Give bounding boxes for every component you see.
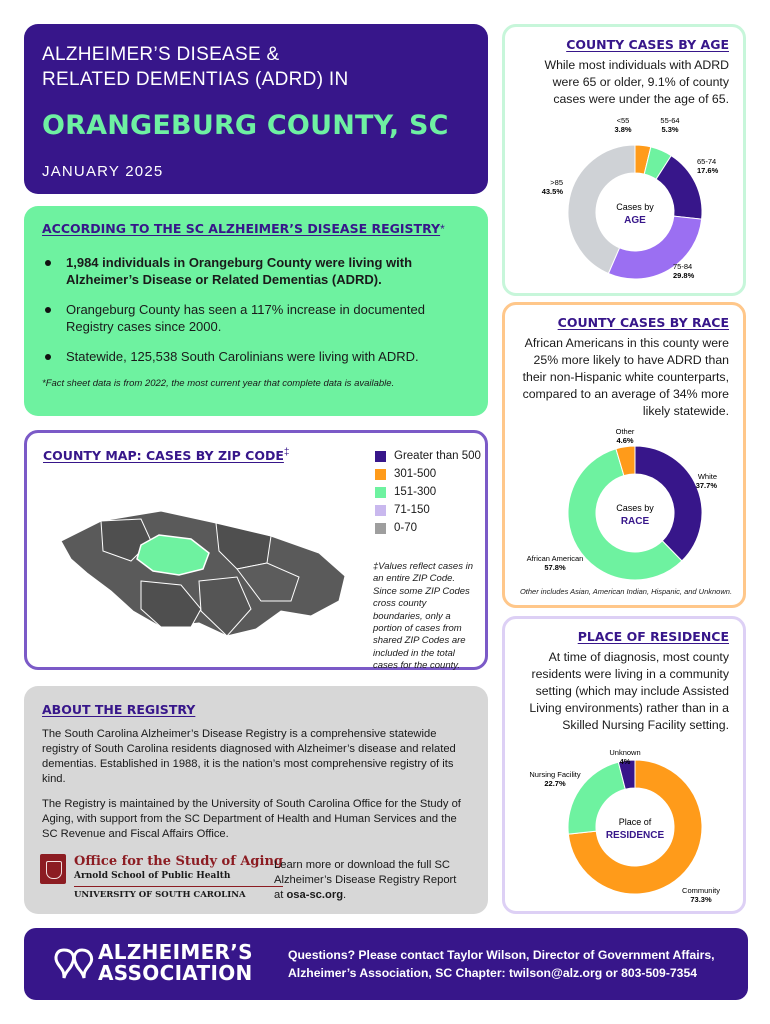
race-description: African Americans in this county were 25% more likely to have ADRD than their non-Hispanic white counterparts, compared to an average of 34% more likely statewide. [522,336,729,418]
about-registry-card [24,686,488,914]
alzheimers-association-logo-text [98,942,253,984]
map-footnote: ‡Values reflect cases in an entire ZIP Code. Since some ZIP Codes cross county boundaries, only a portion of cases from shared ZIP Codes are included in the total cases for the county. [373,561,473,672]
fact-item: 1,984 individuals in Orangeburg County were living with Alzheimer’s Disease or Related Dementias (ADRD). [42,254,470,288]
residence-title: PLACE OF RESIDENCE [577,629,729,644]
osa-logo-school: Arnold School of Public Health [74,871,231,881]
footer-banner [24,928,748,1000]
learn-more-copy: Learn more or download the full SC Alzheimer’s Disease Registry Report at [274,859,457,901]
map-title-mark: ‡ [283,447,290,458]
legend-swatch [375,469,386,480]
registry-facts-card [24,206,488,416]
legend-swatch [375,451,386,462]
county-map-card [24,430,488,670]
about-paragraph: The South Carolina Alzheimer’s Disease Registry is a comprehensive statewide registry of South Carolina residents diagnosed with Alzheimer’s disease and related dementias. Established in 1988, it is the nation’s most comprehensive registry of its kind. [42,728,456,785]
slice-category-label: Other [615,427,635,436]
legend-label: Greater than 500 [394,450,481,462]
slice-category-label: African American [526,554,584,563]
race-note: Other includes Asian, American Indian, Hispanic, and Unknown. [519,587,733,596]
learn-more-end: . [343,889,347,901]
legend-label: 301-500 [394,468,437,480]
donut-center-label: Cases by [616,202,654,212]
registry-title-mark: * [440,222,445,236]
slice-category-label: White [697,472,717,481]
fact-item: Orangeburg County has seen a 117% increase in documented Registry cases since 2000. [42,301,470,335]
donut-center-label: Cases by [616,503,654,513]
title-line-2: RELATED DEMENTIAS (ADRD) IN [42,69,349,90]
slice-category-label: 55-64 [660,116,680,125]
legend-item [375,503,481,517]
slice-category-label: >85 [550,178,563,187]
slice-value-label: 5.3% [661,125,679,134]
slice-category-label: 75-84 [673,262,693,271]
legend-item [375,521,481,535]
legend-item [375,467,481,481]
legend-label: 0-70 [394,522,418,534]
race-donut-chart [505,305,745,607]
osa-logo-university: UNIVERSITY OF SOUTH CAROLINA [74,886,283,900]
legend-label: 71-150 [394,504,430,516]
residence-chart-card [502,616,746,914]
donut-center-title: RACE [620,516,650,527]
residence-donut-chart [505,619,745,913]
legend-item [375,449,481,463]
slice-value-label: 73.3% [690,895,712,904]
title-banner [24,24,488,194]
legend-label: 151-300 [394,486,437,498]
donut-center-label: Place of [618,817,652,827]
slice-category-label: Community [682,886,720,895]
slice-category-label: Nursing Facility [529,770,581,779]
slice-value-label: 3.8% [614,125,632,134]
slice-category-label: Unknown [609,748,641,757]
report-date: JANUARY 2025 [42,163,164,180]
county-zip-map [41,481,361,651]
race-title: COUNTY CASES BY RACE [557,315,729,330]
slice-value-label: 4% [619,757,631,766]
legend-swatch [375,487,386,498]
fact-item: Statewide, 125,538 South Carolinians were living with ADRD. [42,348,470,365]
contact-info [288,946,715,982]
slice-value-label: 29.8% [673,271,695,280]
slice-value-label: 17.6% [697,166,719,175]
legend-item [375,485,481,499]
donut-center-title: AGE [624,215,646,226]
registry-heading [42,220,470,238]
alzheimers-association-logo-icon [52,944,96,984]
map-title: COUNTY MAP: CASES BY ZIP CODE [43,448,284,463]
learn-more-text [274,858,464,903]
slice-value-label: 43.5% [541,187,563,196]
donut-center-title: RESIDENCE [605,830,665,841]
age-title: COUNTY CASES BY AGE [566,37,729,52]
map-legend [375,449,481,539]
osa-logo [40,854,283,900]
contact-line-2: Alzheimer’s Association, SC Chapter: twilson@alz.org or 803-509-7354 [288,966,698,980]
slice-value-label: 22.7% [544,779,566,788]
slice-value-label: 4.6% [616,436,634,445]
legend-swatch [375,505,386,516]
osa-link[interactable]: osa-sc.org [286,889,344,901]
title-line-1: ALZHEIMER’S DISEASE & [42,44,280,65]
age-donut-chart [505,27,745,295]
logo-line-2: ASSOCIATION [98,961,253,985]
facts-list [42,254,470,365]
about-title: ABOUT THE REGISTRY [42,702,196,717]
slice-value-label: 37.7% [695,481,717,490]
legend-swatch [375,523,386,534]
race-chart-card [502,302,746,608]
logo-line-1: ALZHEIMER’S [98,940,253,964]
usc-seal-icon [40,854,66,884]
age-chart-card [502,24,746,296]
registry-footnote: *Fact sheet data is from 2022, the most current year that complete data is available. [42,378,395,389]
contact-line-1: Questions? Please contact Taylor Wilson, Director of Government Affairs, [288,948,715,962]
registry-title: ACCORDING TO THE SC ALZHEIMER’S DISEASE REGISTRY [42,221,441,236]
residence-description: At time of diagnosis, most county residents were living in a community setting (which may include Assisted Living environments) rather than in a Skilled Nursing Facility setting. [529,650,729,732]
about-paragraph: The Registry is maintained by the University of South Carolina Office for the Study of Aging, with support from the SC Department of Health and Human Services and the SC Revenue and Fiscal Affairs Office. [42,798,461,840]
slice-category-label: 65-74 [697,157,717,166]
osa-logo-name: Office for the Study of Aging [74,854,283,869]
county-title: ORANGEBURG COUNTY, SC [42,110,449,141]
slice-category-label: <55 [616,116,630,125]
slice-value-label: 57.8% [544,563,566,572]
age-description: While most individuals with ADRD were 65 or older, 9.1% of county cases were under the age of 65. [544,58,729,106]
